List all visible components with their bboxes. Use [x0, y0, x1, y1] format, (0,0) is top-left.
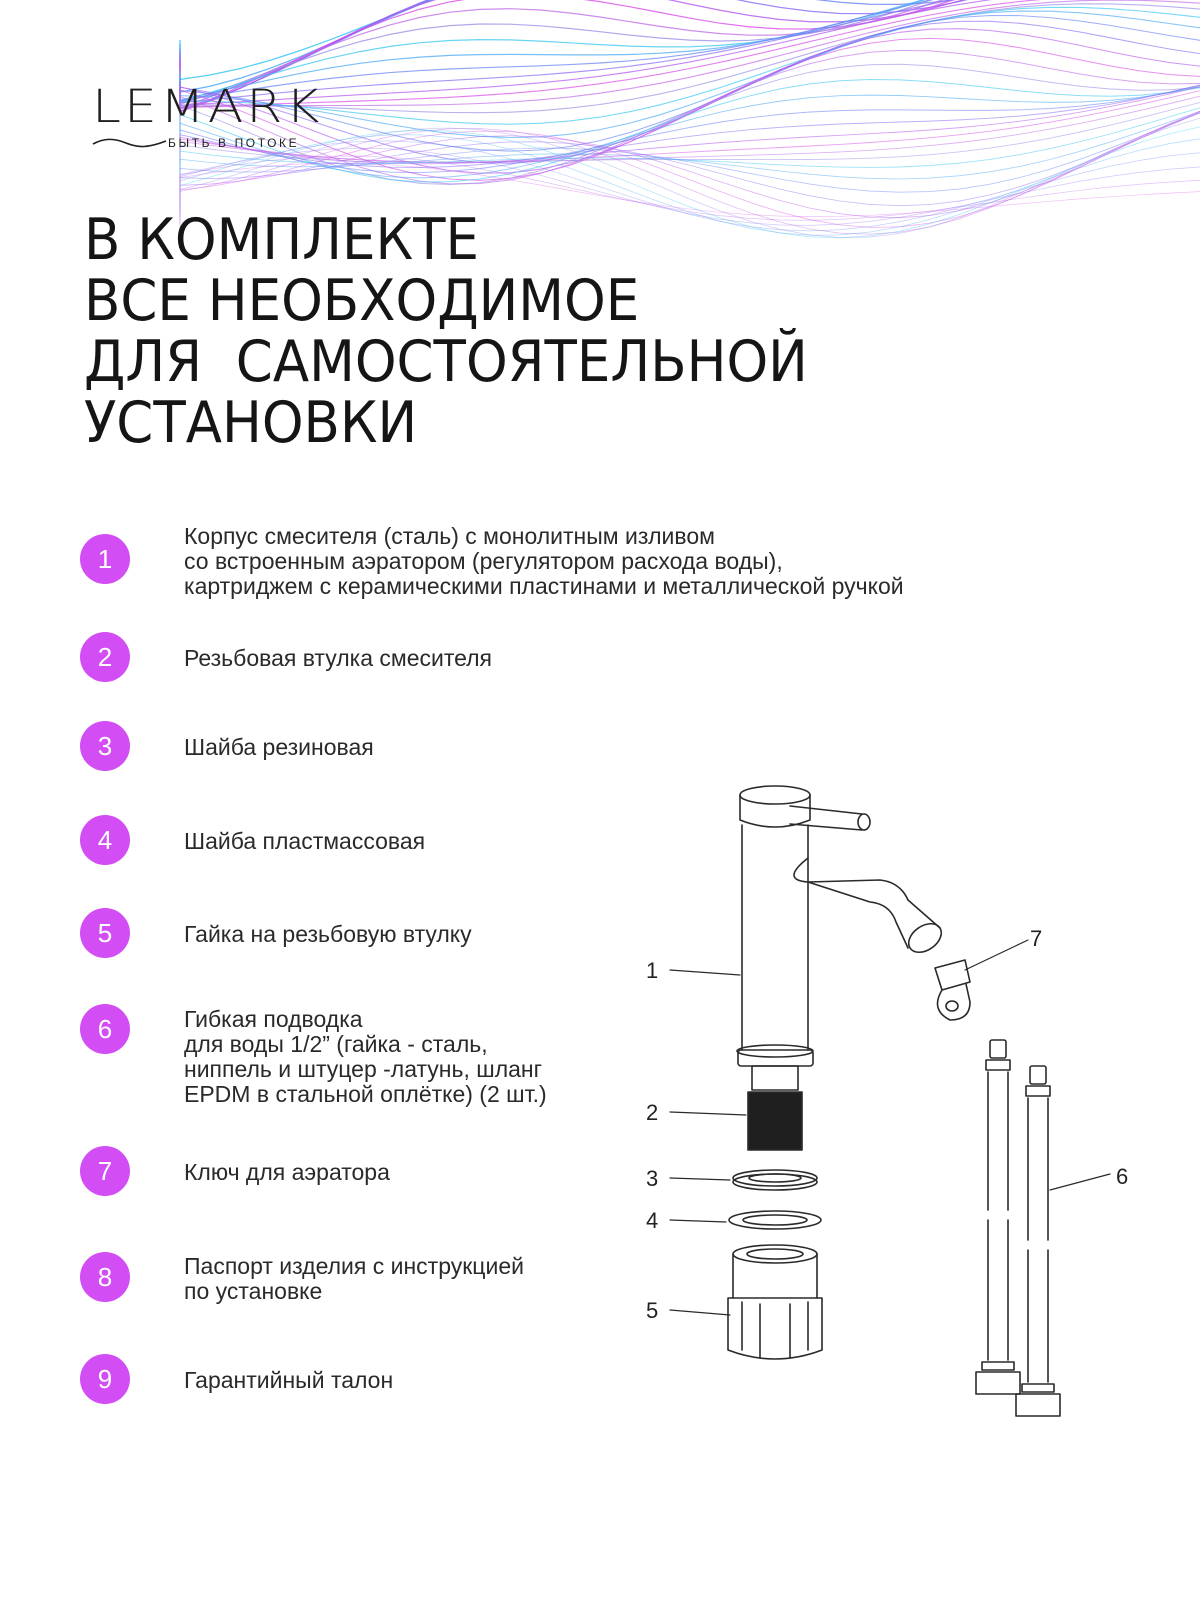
item-line: Ключ для аэратора [184, 1159, 390, 1185]
item-line: для воды 1/2” (гайка - сталь, [184, 1031, 488, 1057]
page-title [84, 207, 862, 456]
item-description [184, 922, 624, 947]
item-number-badge: 8 [80, 1252, 130, 1302]
item-number-badge: 7 [80, 1146, 130, 1196]
item-number-badge: 6 [80, 1004, 130, 1054]
threaded-bushing-drawing [748, 1066, 802, 1150]
title-line: УСТАНОВКИ [84, 390, 418, 456]
item-line: Корпус смесителя (сталь) с монолитным изливом [184, 523, 715, 549]
item-line: картриджем с керамическими пластинами и металлической ручкой [184, 573, 904, 599]
item-line: со встроенным аэратором (регулятором расхода воды), [184, 548, 783, 574]
wave-line [180, 29, 1200, 174]
title-line: ДЛЯ САМОСТОЯТЕЛЬНОЙ [84, 329, 808, 395]
callout-7: 7 [1030, 926, 1043, 951]
brand-logo [92, 80, 323, 150]
callout-3: 3 [646, 1166, 659, 1191]
item-line: Шайба пластмассовая [184, 828, 426, 854]
callout-1: 1 [646, 958, 659, 983]
aerator-key-drawing [935, 960, 970, 1020]
title-line: ВСЕ НЕОБХОДИМОЕ [84, 268, 640, 334]
rubber-washer-drawing [733, 1170, 817, 1190]
exploded-parts-diagram [630, 770, 1170, 1430]
wave-line [180, 0, 1200, 111]
brand-tagline: БЫТЬ В ПОТОКЕ [168, 136, 300, 150]
wave-line [180, 96, 1200, 166]
title-line: В КОМПЛЕКТЕ [84, 207, 480, 273]
wave-line [180, 0, 1200, 101]
item-line: Резьбовая втулка смесителя [184, 645, 493, 671]
item-number-badge: 5 [80, 908, 130, 958]
item-line: ниппель и штуцер -латунь, шланг [184, 1056, 543, 1082]
item-number-badge: 1 [80, 534, 130, 584]
callout-4: 4 [646, 1208, 659, 1233]
callout-2: 2 [646, 1100, 659, 1125]
item-description [184, 1160, 624, 1185]
flexible-hose-left-drawing [976, 1040, 1020, 1394]
faucet-body-drawing [737, 786, 947, 1066]
callout-leaders [670, 940, 1110, 1315]
wave-line [180, 85, 1200, 168]
item-description [184, 1007, 624, 1107]
item-description [184, 1254, 624, 1304]
logo-wave-icon [92, 136, 167, 148]
item-line: по установке [184, 1278, 323, 1304]
item-line: EPDM в стальной оплётке) (2 шт.) [184, 1081, 547, 1107]
wave-line [180, 16, 1200, 152]
brand-name: LEMARK [92, 80, 323, 134]
item-line: Гарантийный талон [184, 1367, 394, 1393]
item-line: Паспорт изделия с инструкцией [184, 1253, 524, 1279]
wave-line [180, 7, 1200, 124]
nut-drawing [728, 1245, 822, 1359]
wave-line [180, 0, 1200, 112]
item-number-badge: 4 [80, 815, 130, 865]
item-description [184, 646, 624, 671]
item-description [184, 1368, 624, 1393]
item-description [184, 735, 624, 760]
item-description [184, 523, 904, 599]
item-line: Шайба резиновая [184, 734, 374, 760]
plastic-washer-drawing [729, 1211, 821, 1229]
flexible-hose-right-drawing [1016, 1066, 1060, 1416]
callout-6: 6 [1116, 1164, 1129, 1189]
item-description [184, 829, 624, 854]
item-line: Гайка на резьбовую втулку [184, 921, 472, 947]
item-number-badge: 2 [80, 632, 130, 682]
item-line: Гибкая подводка [184, 1006, 363, 1032]
item-number-badge: 3 [80, 721, 130, 771]
callout-5: 5 [646, 1298, 659, 1323]
item-number-badge: 9 [80, 1354, 130, 1404]
